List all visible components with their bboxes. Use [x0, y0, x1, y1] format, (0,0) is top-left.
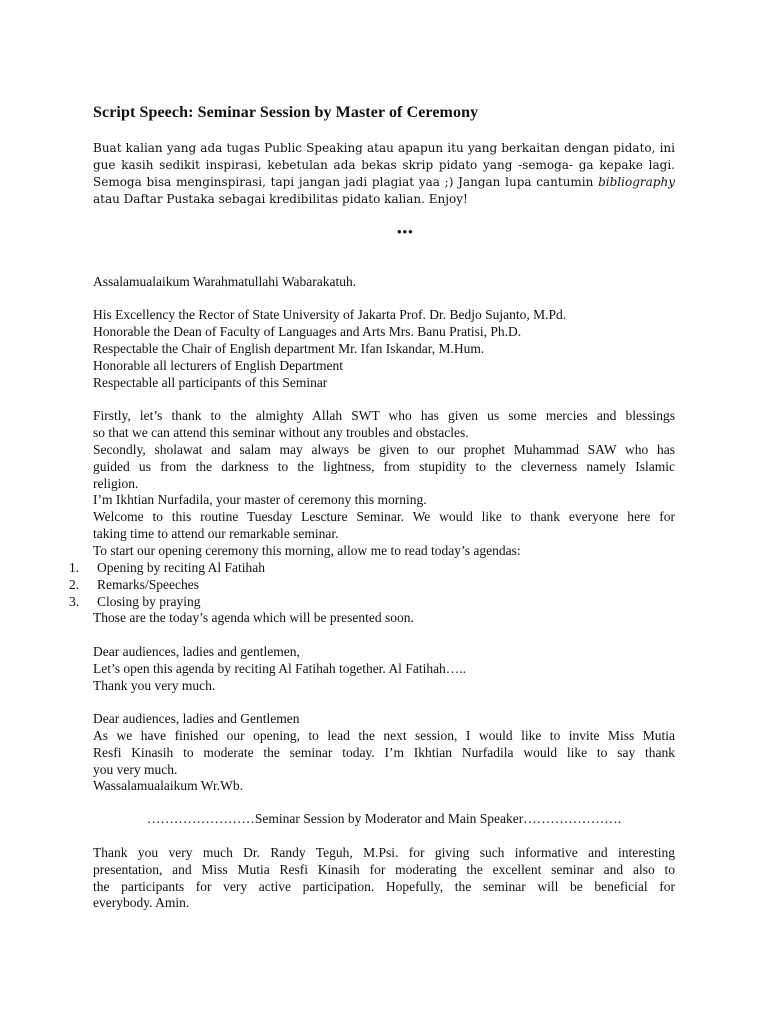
- intro-line: gue kasih sedikit inspirasi, kebetulan ada bekas skrip pidato yang -semoga- ga kepake lagi.: [93, 158, 675, 172]
- opening-line: I’m Ikhtian Nurfadila, your master of ceremony this morning.: [93, 492, 427, 507]
- bibliography-italic: bibliography: [598, 175, 675, 189]
- agenda-item: Closing by praying: [97, 594, 201, 609]
- salutation-line: Respectable the Chair of English department Mr. Ifan Iskandar, M.Hum.: [93, 341, 485, 356]
- handover-line: Wassalamualaikum Wr.Wb.: [93, 778, 243, 793]
- fatihah-line: Thank you very much.: [93, 678, 216, 693]
- document-title: Script Speech: Seminar Session by Master of Ceremony: [93, 104, 479, 121]
- opening-line: Welcome to this routine Tuesday Lescture Seminar. We would like to thank everyone here for: [93, 509, 675, 524]
- fatihah-line: Dear audiences, ladies and gentlemen,: [93, 644, 300, 659]
- separator-dots: •••: [397, 224, 414, 239]
- agenda-number: 2.: [69, 577, 80, 592]
- intro-line: [93, 174, 675, 191]
- agenda-item: Opening by reciting Al Fatihah: [97, 560, 265, 575]
- intro-line: Buat kalian yang ada tugas Public Speaking atau apapun itu yang berkaitan dengan pidato, ini: [93, 141, 675, 155]
- agenda-number: 3.: [69, 594, 80, 609]
- greeting: Assalamualaikum Warahmatullahi Wabarakatuh.: [93, 274, 357, 289]
- closing-line: presentation, and Miss Mutia Resfi Kinasih for moderating the excellent seminar and also to: [93, 862, 675, 877]
- closing-line: Thank you very much Dr. Randy Teguh, M.Psi. for giving such informative and interesting: [93, 845, 675, 860]
- session-divider-line: ……………………Seminar Session by Moderator and Main Speaker………………….: [146, 811, 622, 826]
- intro-line: atau Daftar Pustaka sebagai kredibilitas pidato kalian. Enjoy!: [93, 192, 468, 206]
- agenda-item: Remarks/Speeches: [97, 577, 199, 592]
- handover-line: Dear audiences, ladies and Gentlemen: [93, 711, 300, 726]
- closing-line: the participants for very active participation. Hopefully, the seminar will be beneficial for: [93, 879, 675, 894]
- opening-line: Secondly, sholawat and salam may always be given to our prophet Muhammad SAW who has: [93, 442, 675, 457]
- intro-text: Semoga bisa menginspirasi, tapi jangan jadi plagiat yaa ;) Jangan lupa cantumin: [93, 175, 599, 189]
- opening-line: To start our opening ceremony this morning, allow me to read today’s agendas:: [93, 543, 521, 558]
- opening-line: taking time to attend our remarkable seminar.: [93, 526, 339, 541]
- salutation-line: Honorable all lecturers of English Department: [93, 358, 344, 373]
- opening-line: religion.: [93, 476, 139, 491]
- handover-line: As we have finished our opening, to lead the next session, I would like to invite Miss Mutia: [93, 728, 675, 743]
- handover-line: you very much.: [93, 762, 178, 777]
- closing-line: everybody. Amin.: [93, 895, 190, 910]
- salutation-line: Respectable all participants of this Seminar: [93, 375, 328, 390]
- opening-line: Firstly, let’s thank to the almighty Allah SWT who has given us some mercies and blessings: [93, 408, 675, 423]
- agenda-number: 1.: [69, 560, 80, 575]
- handover-line: Resfi Kinasih to moderate the seminar today. I’m Ikhtian Nurfadila would like to say thank: [93, 745, 675, 760]
- salutation-line: His Excellency the Rector of State University of Jakarta Prof. Dr. Bedjo Sujanto, M.Pd.: [93, 307, 567, 322]
- opening-line: so that we can attend this seminar without any troubles and obstacles.: [93, 425, 469, 440]
- agenda-close: Those are the today’s agenda which will be presented soon.: [93, 610, 414, 625]
- fatihah-line: Let’s open this agenda by reciting Al Fatihah together. Al Fatihah…..: [93, 661, 467, 676]
- opening-line: guided us from the darkness to the lightness, from stupidity to the cleverness namely Islamic: [93, 459, 675, 474]
- salutation-line: Honorable the Dean of Faculty of Languages and Arts Mrs. Banu Pratisi, Ph.D.: [93, 324, 522, 339]
